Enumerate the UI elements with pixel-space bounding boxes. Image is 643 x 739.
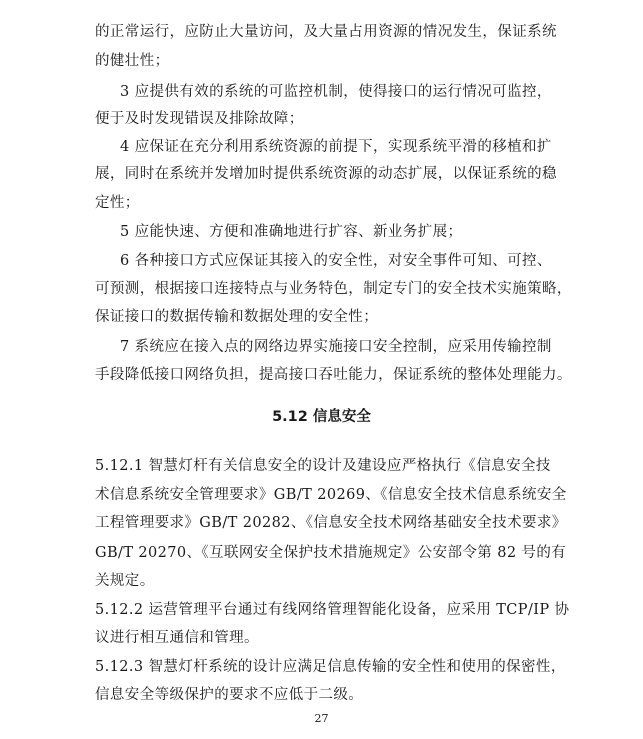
clause-5-12-2-line-1: 5.12.2 运营管理平台通过有线网络管理智能化设备，应采用 TCP/IP 协 [95,602,570,618]
clause-5-12-1-line-3: 工程管理要求》GB/T 20282、《信息安全技术网络基础安全技术要求》 [95,515,567,531]
list-item-4-line-1: 4 应保证在充分利用系统资源的前提下，实现系统平滑的移植和扩 [120,139,552,155]
list-item-3-line-2: 便于及时发现错误及排除故障； [95,111,304,127]
list-item-4-line-2: 展，同时在系统并发增加时提供系统资源的动态扩展，以保证系统的稳 [95,166,557,182]
list-item-7-line-1: 7 系统应在接入点的网络边界实施接口安全控制，应采用传输控制 [120,339,552,355]
section-heading: 5.12 信息安全 [272,409,371,425]
clause-5-12-1-line-2: 术信息系统安全管理要求》GB/T 20269、《信息安全技术信息系统安全 [95,487,567,503]
list-item-6-line-2: 可预测，根据接口连接特点与业务特色，制定专门的安全技术实施策略， [95,281,572,297]
page-number: 27 [314,712,329,725]
list-item-4-line-3: 定性； [95,195,140,211]
clause-5-12-3-line-2: 信息安全等级保护的要求不应低于二级。 [95,687,364,703]
list-item-5-line-1: 5 应能快速、方便和准确地进行扩容、新业务扩展； [120,224,463,240]
clause-5-12-1-line-5: 关规定。 [95,573,155,589]
list-item-1-line-2: 的健壮性； [95,53,170,69]
clause-5-12-1-line-1: 5.12.1 智慧灯杆有关信息安全的设计及建设应严格执行《信息安全技 [95,458,551,474]
list-item-1-line-1: 的正常运行，应防止大量访问，及大量占用资源的情况发生，保证系统 [95,24,557,40]
list-item-6-line-3: 保证接口的数据传输和数据处理的安全性； [95,309,379,325]
clause-5-12-2-line-2: 议进行相互通信和管理。 [95,630,259,646]
clause-5-12-3-line-1: 5.12.3 智慧灯杆系统的设计应满足信息传输的安全性和使用的保密性， [95,659,566,675]
list-item-3-line-1: 3 应提供有效的系统的可监控机制，使得接口的运行情况可监控， [120,84,552,100]
list-item-6-line-1: 6 各种接口方式应保证其接入的安全性，对安全事件可知、可控、 [120,253,552,269]
list-item-7-line-2: 手段降低接口网络负担，提高接口吞吐能力，保证系统的整体处理能力。 [95,367,572,383]
clause-5-12-1-line-4: GB/T 20270、《互联网安全保护技术措施规定》公安部令第 82 号的有 [95,545,567,561]
